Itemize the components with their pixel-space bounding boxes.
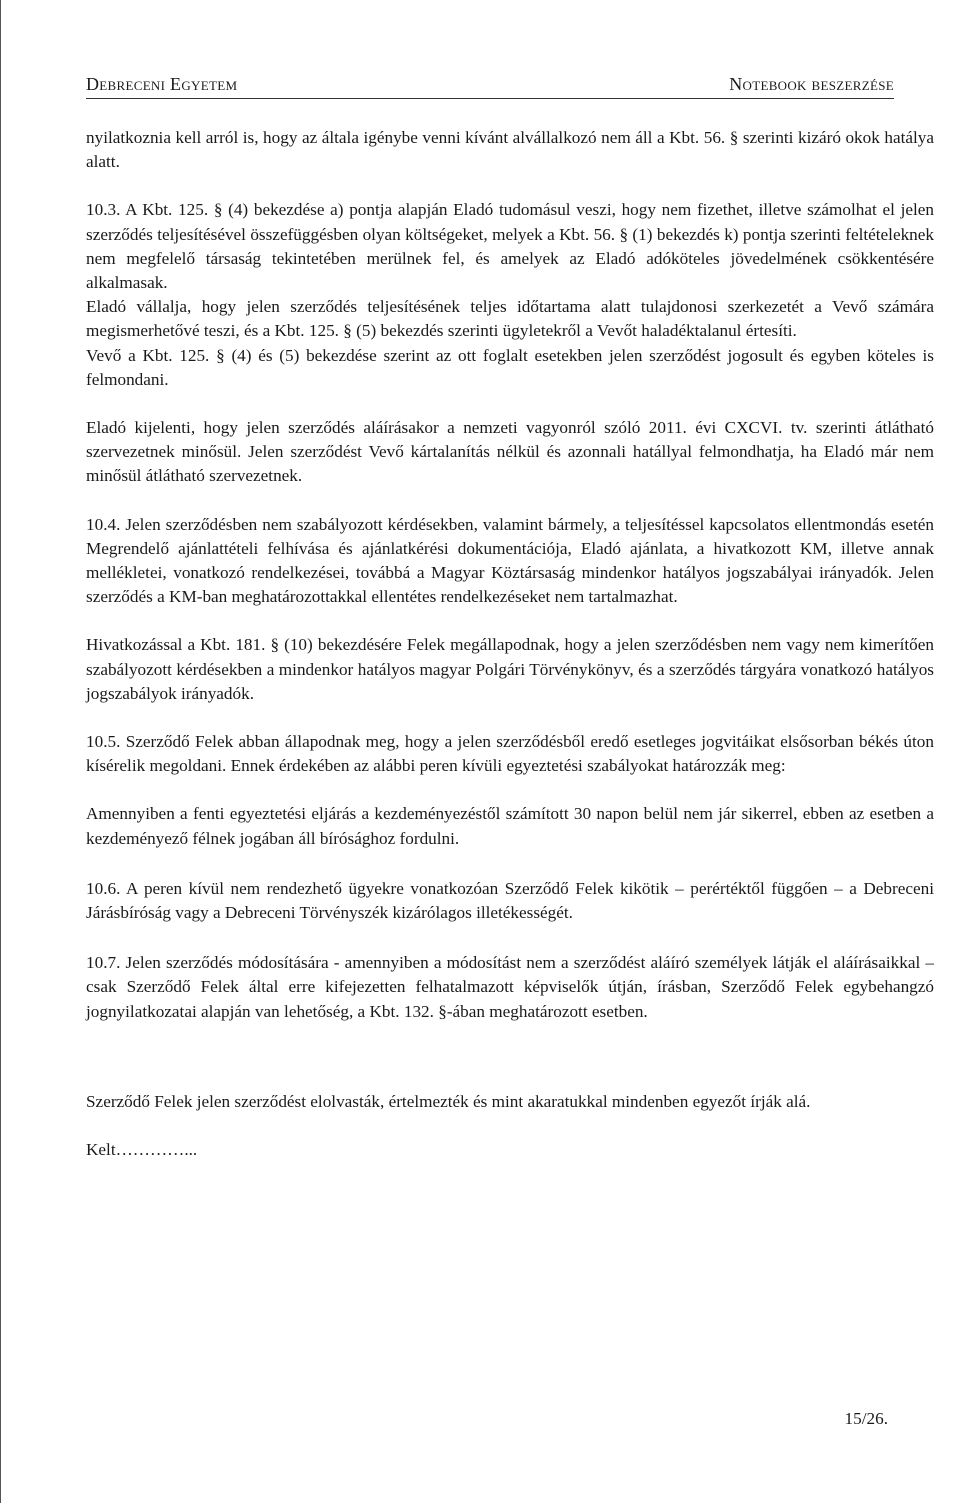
header-institution: Debreceni Egyetem xyxy=(86,74,238,94)
paragraph-ownership: Eladó vállalja, hogy jelen szerződés teljesítésének teljes időtartama alatt tulajdonosi szerkezetét a Vevő számára megismerhetővé teszi, és a Kbt. 125. § (5) bekezdés szerinti ügyletekről a Vevőt haladéktalanul értesíti. xyxy=(86,297,934,341)
paragraph-dispute: Amennyiben a fenti egyeztetési eljárás a kezdeményezéstől számított 30 napon belül nem jár sikerrel, ebben az esetben a kezdeményező félnek jogában áll bírósághoz fordulni. xyxy=(86,804,934,848)
paragraph-10-7: 10.7. Jelen szerződés módosítására - amennyiben a módosítást nem a szerződést aláíró személyek látják el aláírásaikkal – csak Szerződő Felek által erre kifejezetten felhatalmazott képviselők útján, írásban, Szerződő Felek egybehangzó jognyilatkozatai alapján van lehetőség, a Kbt. 132. §-ában meghatározott esetben. xyxy=(86,953,934,1021)
paragraph-signature-statement: Szerződő Felek jelen szerződést elolvasták, értelmezték és mint akaratukkal mindenben egyezőt írják alá. xyxy=(86,1091,811,1111)
page-number: 15/26. xyxy=(844,1409,888,1428)
paragraph-civil-code: Hivatkozással a Kbt. 181. § (10) bekezdésére Felek megállapodnak, hogy a jelen szerződésben nem vagy nem kimerítően szabályozott kérdésekben a mindenkor hatályos magyar Polgári Törvénykönyv, és a szerződés tárgyára vonatkozó hatályos jogszabályok irányadók. xyxy=(86,635,934,703)
paragraph-10-5: 10.5. Szerződő Felek abban állapodnak meg, hogy a jelen szerződésből eredő esetleges jogvitáikat elsősorban békés úton kísérelik megoldani. Ennek érdekében az alábbi peren kívüli egyeztetési szabályokat határozzák meg: xyxy=(86,732,934,776)
paragraph-10-6: 10.6. A peren kívül nem rendezhető ügyekre vonatkozóan Szerződő Felek kikötik – perértéktől függően – a Debreceni Járásbíróság vagy a Debreceni Törvényszék kizárólagos illetékességét. xyxy=(86,878,934,923)
paragraph-10-4: 10.4. Jelen szerződésben nem szabályozott kérdésekben, valamint bármely, a teljesítéssel kapcsolatos ellentmondás esetén Megrendelő ajánlattételi felhívása és ajánlatkérési dokumentációja, Eladó ajánlata, a hivatkozott KM, illetve annak mellékletei, vonatkozó rendelkezései, továbbá a Magyar Köztársaság mindenkor hatályos jogszabályai irányadók. Jelen szerződés a KM-ban meghatározottakkal ellentétes rendelkezéseket nem tartalmazhat. xyxy=(86,514,934,607)
page-header xyxy=(86,72,894,99)
paragraph-termination: Vevő a Kbt. 125. § (4) és (5) bekezdése szerint az ott foglalt esetekben jelen szerződést jogosult és egyben köteles is felmondani. xyxy=(86,345,934,389)
paragraph-date-line: Kelt…………... xyxy=(86,1140,198,1160)
paragraph-10-3: 10.3. A Kbt. 125. § (4) bekezdése a) pontja alapján Eladó tudomásul veszi, hogy nem fizethet, illetve számolhat el jelen szerződés teljesítésével összefüggésben olyan költségeket, melyek a Kbt. 56. § (1) bekezdés k) pontja szerinti feltételeknek nem megfelelő társaság tekintetében merülnek fel, és amelyek az Eladó adóköteles jövedelmének csökkentésére alkalmasak. xyxy=(86,200,934,293)
paragraph-subcontractor: nyilatkoznia kell arról is, hogy az általa igénybe venni kívánt alvállalkozó nem áll a Kbt. 56. § szerinti kizáró okok hatálya alatt. xyxy=(86,128,934,172)
document-body xyxy=(86,126,934,1162)
header-document-title: Notebook beszerzése xyxy=(729,74,894,94)
page-left-border xyxy=(0,0,1,1503)
paragraph-transparency: Eladó kijelenti, hogy jelen szerződés aláírásakor a nemzeti vagyonról szóló 2011. évi CXCVI. tv. szerinti átlátható szervezetnek minősül. Jelen szerződést Vevő kártalanítás nélkül és azonnali hatállyal felmondhatja, ha Eladó már nem minősül átlátható szervezetnek. xyxy=(86,418,934,486)
